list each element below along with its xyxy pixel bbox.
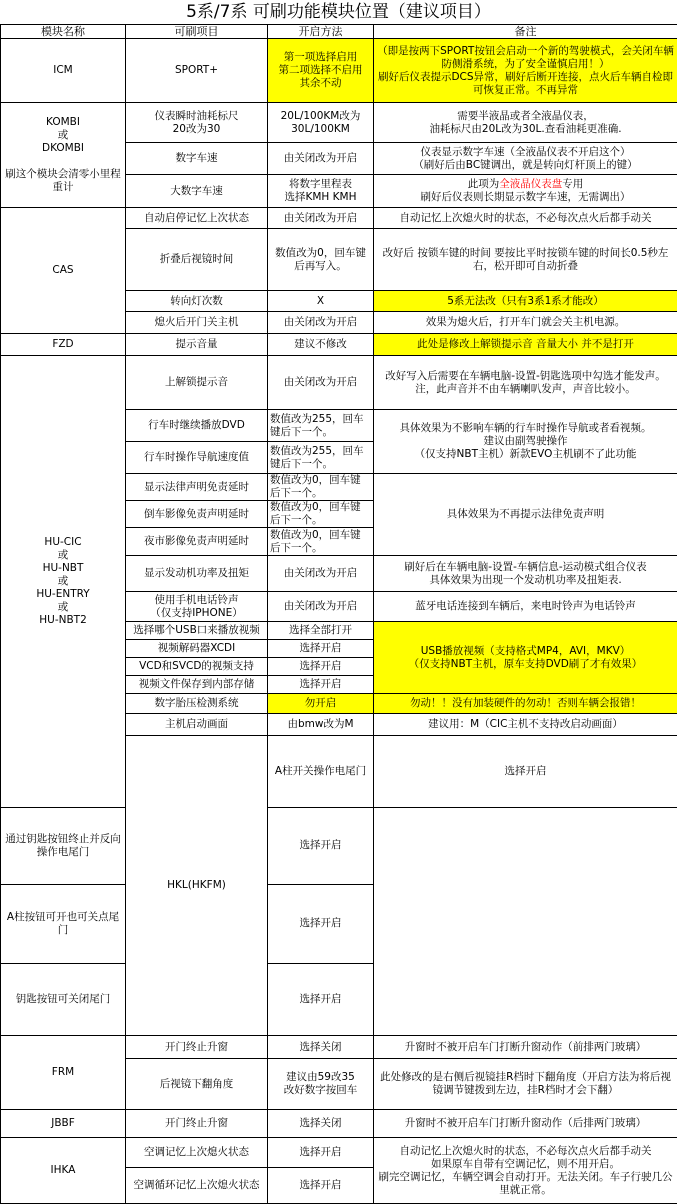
- note-text: 专用 刷好后仪表则长期显示数字车速，无需调出）: [421, 178, 631, 203]
- table-row: [1, 39, 677, 103]
- note-cell: 改好写入后需要在车辆电脑-设置-钥匙选项中勾选才能发声。 注，此声音并不由车辆喇叭发声，声音比较小。: [374, 356, 677, 410]
- note-cell: 此处是修改上解锁提示音 音量大小 并不是打开: [374, 334, 677, 356]
- module-cell: IHKA: [1, 1138, 126, 1204]
- table-row: [1, 1036, 677, 1059]
- method-cell: 选择开启: [268, 640, 374, 658]
- method-cell: 将数字里程表 选择KMH KMH: [268, 175, 374, 208]
- method-cell: 数值改为0，回车键 后再写入。: [268, 229, 374, 291]
- note-cell: 勿动！！没有加装硬件的勿动！否则车辆会报错！: [374, 694, 677, 714]
- item-cell: 行车时继续播放DVD: [126, 410, 268, 442]
- item-cell: 自动启停记忆上次状态: [126, 208, 268, 229]
- note-cell: 具体效果为不影响车辆的行车时操作导航或者看视频。 建议由副驾驶操作 （仅支持NBT主机）新款EVO主机刷不了此功能: [374, 410, 677, 474]
- note-cell: 升窗时不被开启车门打断升窗动作（前排两门玻璃）: [374, 1036, 677, 1059]
- module-cell: HU-CIC 或 HU-NBT 或 HU-ENTRY 或 HU-NBT2: [1, 356, 126, 808]
- module-table: [0, 24, 677, 1204]
- item-cell: 数字车速: [126, 143, 268, 175]
- item-cell: 主机启动画面: [126, 714, 268, 736]
- method-cell: 选择开启: [268, 1138, 374, 1168]
- method-cell: 数值改为255，回车键后下一个。: [268, 410, 374, 442]
- item-cell: 数字胎压检测系统: [126, 694, 268, 714]
- item-cell: 空调循环记忆上次熄火状态: [126, 1168, 268, 1204]
- note-cell: 效果为熄火后，打开车门就会关主机电源。: [374, 312, 677, 334]
- method-cell: 由关闭改为开启: [268, 143, 374, 175]
- method-cell: 选择开启: [268, 808, 374, 885]
- method-cell: 由关闭改为开启: [268, 312, 374, 334]
- note-cell: 5系无法改（只有3系1系才能改）: [374, 291, 677, 312]
- method-cell: 由bmw改为M: [268, 714, 374, 736]
- item-cell: 选择哪个USB口来播放视频: [126, 622, 268, 640]
- note-text: 此项为: [468, 178, 500, 190]
- method-cell: 选择开启: [268, 658, 374, 676]
- note-cell: 自动记忆上次熄火时的状态，不必每次点火后都手动关 如果原车自带有空调记忆，则不用开启。 刷完空调记忆，车辆空调会自动打开。无法关闭。车子行驶几公里就正常。: [374, 1138, 677, 1204]
- item-cell: 转向灯次数: [126, 291, 268, 312]
- module-cell: FZD: [1, 334, 126, 356]
- method-cell: X: [268, 291, 374, 312]
- item-cell: 视频文件保存到内部存储: [126, 676, 268, 694]
- item-cell: 仪表瞬时油耗标尺 20改为30: [126, 103, 268, 143]
- module-cell: JBBF: [1, 1110, 126, 1138]
- item-cell: 显示发动机功率及扭矩: [126, 556, 268, 592]
- method-cell: 选择关闭: [268, 1110, 374, 1138]
- method-cell: 第一项选择启用 第二项选择不启用 其余不动: [268, 39, 374, 103]
- note-cell: 自动记忆上次熄火时的状态，不必每次点火后都手动关: [374, 208, 677, 229]
- item-cell: 开门终止升窗: [126, 1110, 268, 1138]
- item-cell: 使用手机电话铃声 （仅支持IPHONE）: [126, 592, 268, 622]
- item-cell: 显示法律声明免责延时: [126, 474, 268, 501]
- note-cell: 此处修改的是右侧后视镜挂R档时下翻角度（开启方法为将后视镜调节键拨到左边，挂R档时才会下翻）: [374, 1059, 677, 1110]
- module-cell: FRM: [1, 1036, 126, 1110]
- method-cell: 建议由59改35 改好数字按回车: [268, 1059, 374, 1110]
- item-cell: 熄火后开门关主机: [126, 312, 268, 334]
- method-cell: 勿开启: [268, 694, 374, 714]
- note-cell: 升窗时不被开启车门打断升窗动作（后排两门玻璃）: [374, 1110, 677, 1138]
- method-cell: 选择开启: [268, 884, 374, 963]
- header-method: 开启方法: [268, 25, 374, 39]
- table-row: [1, 208, 677, 229]
- method-cell: 数值改为0，回车键后下一个。: [268, 474, 374, 501]
- method-cell: 选择关闭: [268, 1036, 374, 1059]
- item-cell: 钥匙按钮可关闭尾门: [1, 963, 126, 1035]
- item-cell: 空调记忆上次熄火状态: [126, 1138, 268, 1168]
- item-cell: A柱开关操作电尾门: [268, 736, 374, 808]
- note-cell: [374, 175, 677, 208]
- item-cell: 后视镜下翻角度: [126, 1059, 268, 1110]
- item-cell: 夜市影像免责声明延时: [126, 528, 268, 556]
- header-item: 可刷项目: [126, 25, 268, 39]
- table-row: [1, 356, 677, 410]
- table-row: [1, 1138, 677, 1168]
- module-cell: CAS: [1, 208, 126, 334]
- table-row: [1, 963, 677, 1035]
- header-note: 备注: [374, 25, 677, 39]
- item-cell: 视频解码器XCDI: [126, 640, 268, 658]
- method-cell: 选择开启: [268, 1168, 374, 1204]
- item-cell: 提示音量: [126, 334, 268, 356]
- table-row: [1, 808, 677, 885]
- method-cell: 选择开启: [374, 736, 677, 808]
- note-cell: 蓝牙电话连接到车辆后，来电时铃声为电话铃声: [374, 592, 677, 622]
- item-cell: 大数字车速: [126, 175, 268, 208]
- header-row: [1, 25, 677, 39]
- note-cell: 建议用：M（CIC主机不支持改启动画面）: [374, 714, 677, 736]
- method-cell: 由关闭改为开启: [268, 556, 374, 592]
- method-cell: 由关闭改为开启: [268, 208, 374, 229]
- module-cell: KOMBI 或 DKOMBI 刷这个模块会清零小里程重计: [1, 103, 126, 208]
- item-cell: 折叠后视镜时间: [126, 229, 268, 291]
- note-cell: 改好后 按锁车键的时间 要按比平时按锁车键的时间长0.5秒左右，松开即可自动折叠: [374, 229, 677, 291]
- method-cell: 由关闭改为开启: [268, 356, 374, 410]
- note-cell: （即是按两下SPORT按钮会启动一个新的驾驶模式，会关闭车辆防侧滑系统，为了安全谨慎启用！） 刷好后仪表提示DCS异常，刷好后断开连接，点火后车辆自检即可恢复正常。不再异常: [374, 39, 677, 103]
- note-cell: 具体效果为不再提示法律免责声明: [374, 474, 677, 556]
- note-cell: USB播放视频（支持格式MP4，AVI，MKV） （仅支持NBT主机，原车支持DVD刷了才有效果）: [374, 622, 677, 694]
- highlight-text: 全液晶仪表盘: [499, 178, 562, 190]
- note-cell: 需要半液晶或者全液晶仪表， 油耗标尺由20L改为30L.查看油耗更准确.: [374, 103, 677, 143]
- item-cell: 通过钥匙按钮终止并反向操作电尾门: [1, 808, 126, 885]
- method-cell: 选择开启: [268, 676, 374, 694]
- method-cell: 由关闭改为开启: [268, 592, 374, 622]
- table-row: [1, 1110, 677, 1138]
- note-cell: 刷好后在车辆电脑-设置-车辆信息-运动模式组合仪表 具体效果为出现一个发动机功率及扭矩表.: [374, 556, 677, 592]
- module-cell: ICM: [1, 39, 126, 103]
- item-cell: 开门终止升窗: [126, 1036, 268, 1059]
- method-cell: 数值改为0，回车键后下一个。: [268, 501, 374, 528]
- item-cell: SPORT+: [126, 39, 268, 103]
- item-cell: 行车时操作导航速度值: [126, 442, 268, 474]
- item-cell: A柱按钮可开也可关点尾门: [1, 884, 126, 963]
- method-cell: 选择开启: [268, 963, 374, 1035]
- method-cell: 数值改为0，回车键后下一个。: [268, 528, 374, 556]
- item-cell: 上解锁提示音: [126, 356, 268, 410]
- table-row: [1, 103, 677, 143]
- table-row: [1, 334, 677, 356]
- method-cell: 数值改为255，回车键后下一个。: [268, 442, 374, 474]
- header-module: 模块名称: [1, 25, 126, 39]
- note-cell: 仪表显示数字车速（全液晶仪表不开启这个） （刷好后由BC键调出，就是转向灯杆顶上的键）: [374, 143, 677, 175]
- page-title: 5系/7系 可刷功能模块位置（建议项目）: [0, 0, 677, 24]
- method-cell: 选择全部打开: [268, 622, 374, 640]
- item-cell: VCD和SVCD的视频支持: [126, 658, 268, 676]
- module-cell: HKL(HKFM): [126, 736, 268, 1036]
- table-row: [1, 884, 677, 963]
- method-cell: 20L/100KM改为 30L/100KM: [268, 103, 374, 143]
- item-cell: 倒车影像免责声明延时: [126, 501, 268, 528]
- method-cell: 建议不修改: [268, 334, 374, 356]
